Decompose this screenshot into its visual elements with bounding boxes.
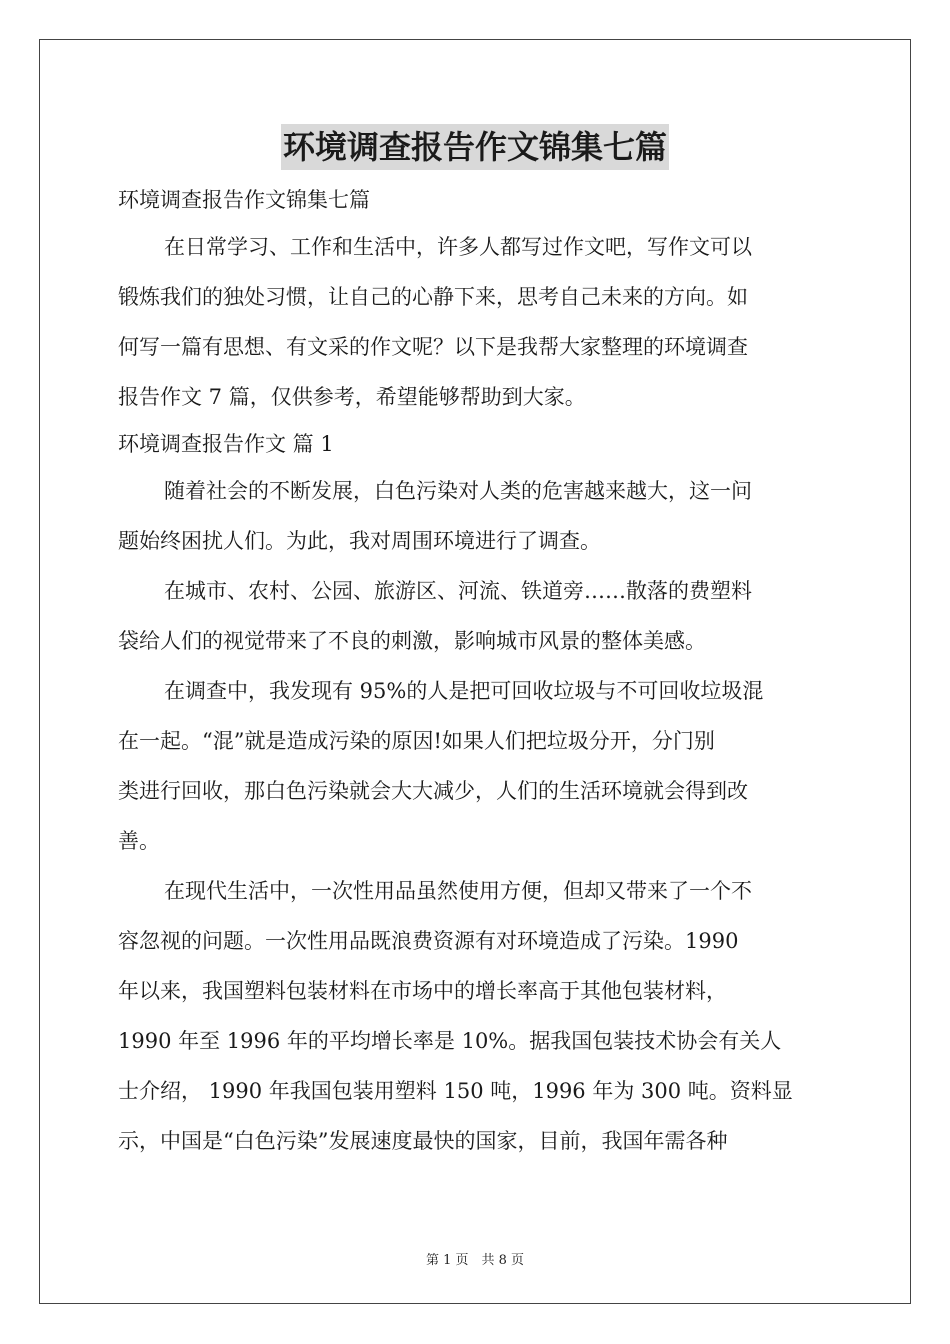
text-line: 袋给人们的视觉带来了不良的刺激，影响城市风景的整体美感。	[118, 629, 706, 653]
text-line: 士介绍， 1990 年我国包装用塑料 150 吨，1996 年为 300 吨。资料显	[118, 1079, 793, 1103]
text-line: 在现代生活中，一次性用品虽然使用方便，但却又带来了一个不	[164, 879, 752, 903]
text-line: 锻炼我们的独处习惯，让自己的心静下来，思考自己未来的方向。如	[118, 285, 748, 309]
text-line: 报告作文 7 篇，仅供参考，希望能够帮助到大家。	[118, 385, 586, 409]
page-footer: 第 1 页 共 8 页	[425, 1253, 525, 1268]
text-line: 1990 年至 1996 年的平均增长率是 10%。据我国包装技术协会有关人	[118, 1029, 782, 1053]
text-line: 在一起。“混”就是造成污染的原因!如果人们把垃圾分开，分门别	[118, 729, 715, 753]
document-title: 环境调查报告作文锦集七篇	[281, 124, 669, 170]
text-line: 题始终困扰人们。为此，我对周围环境进行了调查。	[118, 529, 601, 553]
title-container	[0, 124, 950, 170]
text-line: 年以来，我国塑料包装材料在市场中的增长率高于其他包装材料，	[118, 979, 727, 1003]
section-heading: 环境调查报告作文锦集七篇	[118, 188, 370, 212]
text-line: 何写一篇有思想、有文采的作文呢？以下是我帮大家整理的环境调查	[118, 335, 748, 359]
document-body	[118, 178, 840, 1166]
text-line: 在调查中，我发现有 95%的人是把可回收垃圾与不可回收垃圾混	[164, 679, 764, 703]
text-line: 随着社会的不断发展，白色污染对人类的危害越来越大，这一问	[164, 479, 752, 503]
text-line: 类进行回收，那白色污染就会大大减少，人们的生活环境就会得到改	[118, 779, 748, 803]
text-line: 容忽视的问题。一次性用品既浪费资源有对环境造成了污染。1990	[118, 929, 739, 953]
text-line: 在城市、农村、公园、旅游区、河流、铁道旁……散落的费塑料	[164, 579, 752, 603]
text-line: 善。	[118, 829, 160, 853]
text-line: 在日常学习、工作和生活中，许多人都写过作文吧，写作文可以	[164, 235, 752, 259]
section-heading: 环境调查报告作文 篇 1	[118, 432, 334, 456]
text-line: 示，中国是“白色污染”发展速度最快的国家，目前，我国年需各种	[118, 1129, 728, 1153]
